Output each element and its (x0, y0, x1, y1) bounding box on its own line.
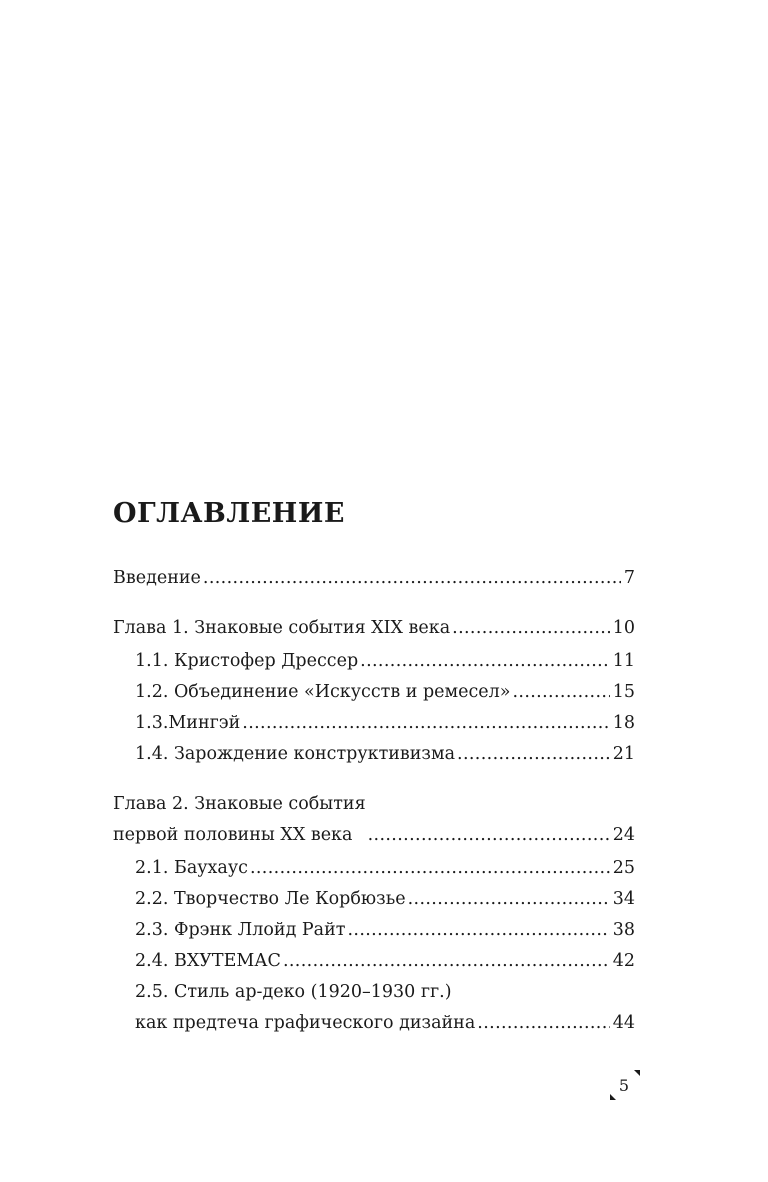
dot-leader (250, 853, 610, 884)
toc-entry-title-line: 2.5. Стиль ар-деко (1920–1930 гг.) (135, 982, 452, 1002)
toc-page-number: 11 (612, 651, 635, 671)
page-number: 5 (618, 1076, 630, 1095)
toc-entry-title-line: первой половины XX века (113, 825, 353, 845)
toc-entry-title: Глава 1. Знаковые события XIX века (113, 618, 451, 638)
toc-entry-1-2[interactable] (113, 677, 635, 708)
table-of-contents (113, 563, 635, 1039)
toc-entry-title: 1.2. Объединение «Искусств и ремесел» (135, 682, 511, 702)
toc-entry-title: 2.3. Фрэнк Ллойд Райт (135, 920, 346, 940)
toc-entry-title: 1.1. Кристофер Дрессер (135, 651, 359, 671)
toc-entry-2-3[interactable] (113, 915, 635, 946)
toc-page-number: 44 (612, 1013, 635, 1033)
toc-heading: ОГЛАВЛЕНИЕ (113, 498, 345, 529)
toc-page-number: 7 (623, 568, 635, 588)
dot-leader (457, 739, 610, 770)
toc-page-number: 18 (612, 713, 635, 733)
toc-page-number: 42 (612, 951, 635, 971)
toc-entry-title: Введение (113, 568, 201, 588)
toc-entry-title: 2.2. Творчество Ле Корбюзье (135, 889, 406, 909)
dot-leader (203, 563, 621, 594)
dot-leader (477, 1008, 609, 1039)
toc-page-number: 24 (612, 825, 635, 845)
toc-entry-1-3[interactable] (113, 708, 635, 739)
dot-leader (283, 946, 610, 977)
toc-page-number: 10 (612, 618, 635, 638)
dot-leader (452, 613, 610, 644)
toc-entry-title: 1.3.Мингэй (135, 713, 241, 733)
toc-entry-2-5[interactable] (113, 977, 635, 1039)
dot-leader (368, 820, 610, 851)
toc-entry-title-line: как предтеча графического дизайна (135, 1013, 476, 1033)
toc-entry-2-1[interactable] (113, 853, 635, 884)
dot-leader (512, 677, 609, 708)
toc-entry-1-1[interactable] (113, 646, 635, 677)
toc-entry-2-2[interactable] (113, 884, 635, 915)
toc-page-number: 15 (612, 682, 635, 702)
toc-page-number: 25 (612, 858, 635, 878)
dot-leader (360, 646, 610, 677)
toc-entry-2-4[interactable] (113, 946, 635, 977)
toc-entry-title-line: Глава 2. Знаковые события (113, 794, 366, 814)
toc-entry-title: 2.1. Баухаус (135, 858, 248, 878)
toc-entry-title (113, 789, 366, 851)
dot-leader (242, 708, 609, 739)
toc-page-number: 21 (612, 744, 635, 764)
dot-leader (408, 884, 610, 915)
toc-entry-chapter-2[interactable] (113, 789, 635, 851)
toc-entry-title: 1.4. Зарождение конструктивизма (135, 744, 456, 764)
page-folio (612, 1070, 640, 1100)
dot-leader (347, 915, 609, 946)
toc-page-number: 34 (612, 889, 635, 909)
toc-entry-1-4[interactable] (113, 739, 635, 770)
toc-entry-chapter-1[interactable] (113, 613, 635, 644)
toc-entry-introduction[interactable] (113, 563, 635, 594)
toc-entry-title: 2.4. ВХУТЕМАС (135, 951, 281, 971)
toc-page-number: 38 (612, 920, 635, 940)
toc-entry-title (135, 977, 475, 1039)
corner-mark-icon (610, 1094, 616, 1100)
